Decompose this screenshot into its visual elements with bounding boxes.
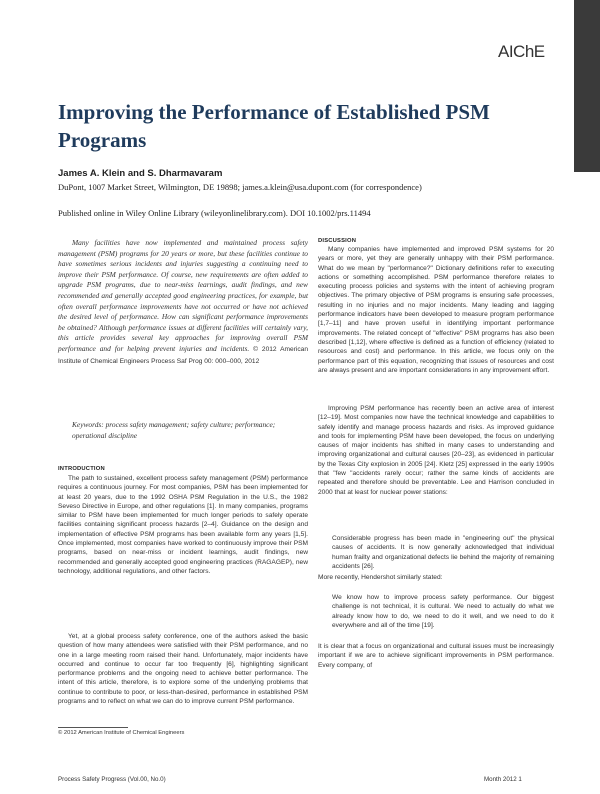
sidebar-band bbox=[574, 0, 600, 172]
footer-page: Month 2012 1 bbox=[484, 776, 522, 783]
abstract-copyright: © 2012 American Institute of Chemical Engineers Process Saf Prog 00: 000–000, 2012 bbox=[58, 345, 308, 365]
introduction-paragraph-1: The path to sustained, excellent process safety management (PSM) performance requires a continuous journey. For most companies, PSM has been implemented for at least 20 years, due to the 1992 OSHA PSM Regulation in the U.S., the 1982 Seveso Directive in Europe, and other regulations [1]. In many companies, programs similar to PSM have been implemented for much longer periods to safely operate facilities containing significant process hazards [2–4]. Guidance on the design and implementation of effective PSM programs has been available form any years [1,5]. Once implemented, most companies have worked to continuously improve their PSM programs, based on near-miss or incident learnings, audit findings, new recommended and generally accepted good engineering practices (RAGAGEP), new technology, additional regulations, and other factors. bbox=[58, 475, 308, 575]
abstract-text: Many facilities have now implemented and maintained process safety management (PSM) programs for 20 years or more, but these facilities continue to have sometimes serious incidents and injuries suggesting a continuing need to improve their PSM performance. Of course, new requirements are often added to upgrade PSM programs, due to near-miss learnings, audit findings, and new recommended and generally accepted good engineering practices, for example, but often overall performance improvements have not occurred or have not achieved the desired level of performance. How can significant performance improvements be obtained? Although performance issues at different facilities will certainly vary, this article provides several key approaches for improving overall PSM performance and for helping prevent injuries and incidents. bbox=[58, 238, 308, 353]
discussion-paragraph-1: Many companies have implemented and improved PSM systems for 20 years or more, yet they are generally unhappy with their PSM performance. What do we mean by "performance?" Dictionary definitions refer to executing actions or something accomplished. PSM performance therefore relates to executing process policies and systems with the intent of achieving program objectives. The primary objective of PSM programs is ensuring safe processes, resulting in no injuries and no major incidents. Many leading and lagging performance indicators have been developed to measure program performance [1,7–11] and have proven useful in identifying important performance improvements. The related concept of "effective" PSM programs has also been described [1,12], where effective is defined as a function of efficiency (related to resources and cost) and performance. In this article, we focus only on the performance part of this equation, recognizing that issues of resources and cost are always present and are important considerations in any improvement effort. bbox=[318, 246, 554, 374]
section-heading-introduction: INTRODUCTION bbox=[58, 466, 105, 472]
section-heading-discussion: DISCUSSION bbox=[318, 238, 357, 244]
journal-logo: AIChE bbox=[498, 42, 545, 61]
author-affiliation: DuPont, 1007 Market Street, Wilmington, DE 19898; james.a.klein@usa.dupont.com (for correspondence) bbox=[58, 182, 422, 192]
introduction-paragraph-2: Yet, at a global process safety conference, one of the authors asked the basic question of how many attendees were satisfied with their PSM performance, and no one in a large meeting room raised their hand. Unfortunately, major incidents have occurred and continue to occur far too frequently [6], highlighting significant performance problems and the ongoing need to achieve better performance. The intent of this article, therefore, is to explore some of the underlying problems that continue to contribute to poor, or less-than-desired, performance in established PSM programs and to reflect on what we can do to improve current PSM performance. bbox=[58, 633, 308, 706]
publication-info: Published online in Wiley Online Library (wileyonlinelibrary.com). DOI 10.1002/prs.11494 bbox=[58, 208, 371, 218]
abstract bbox=[58, 238, 308, 367]
block-quote-hendershot: We know how to improve process safety performance. Our biggest challenge is not technical, it is cultural. We need to actually do what we already know how to do, we need to do it well, and we need to do it everywhere and all of the time [19]. bbox=[332, 594, 554, 629]
keywords: Keywords: process safety management; safety culture; performance; operational discipline bbox=[72, 420, 276, 440]
article-title: Improving the Performance of Established PSM Programs bbox=[58, 100, 490, 152]
article-authors: James A. Klein and S. Dharmavaram bbox=[58, 168, 223, 179]
footer-journal: Process Safety Progress (Vol.00, No.0) bbox=[58, 776, 166, 783]
discussion-paragraph-6: It is clear that a focus on organizational and cultural issues must be increasingly important if we are to achieve significant improvements in PSM performance. Every company, of bbox=[318, 643, 554, 669]
copyright-footnote: © 2012 American Institute of Chemical Engineers bbox=[58, 730, 185, 736]
block-quote-lee-harrison: Considerable progress has been made in "engineering out" the physical causes of accidents. It is now generally acknowledged that individual human frailty and organizational defects lie behind the majority of remaining accidents [26]. bbox=[332, 535, 554, 570]
discussion-paragraph-4: More recently, Hendershot similarly stated: bbox=[318, 574, 443, 581]
discussion-paragraph-2: Improving PSM performance has recently been an active area of interest [12–19]. Most companies now have the technical knowledge and capabilities to safely identify and manage process hazards and risks. As improved guidance and tools for implementing PSM have been developed, the focus on underlying causes of major incidents has shifted in many cases to understanding and improving organizational and cultural causes [20–23], as evidenced in particular by the Texas City explosion in 2005 [24]. Kletz [25] expressed in the early 1990s that "few "accidents rarely occur; rather the same kinds of accidents are repeated and therefore should be preventable. Lee and Harrison concluded in 2000 that at least for nuclear power stations: bbox=[318, 405, 554, 496]
footnote-rule bbox=[58, 727, 128, 728]
